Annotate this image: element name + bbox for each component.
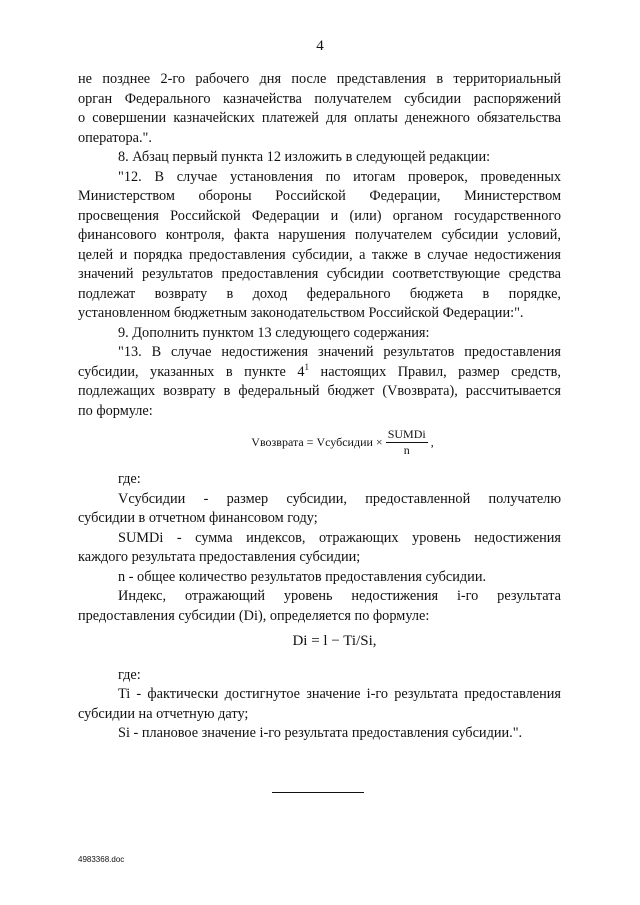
- formula-index: Di = l − Ti/Si,: [292, 633, 377, 649]
- item-13-line: [78, 363, 561, 383]
- intro-line: орган Федерального казначейства получателем субсидии распоряжений: [78, 90, 561, 107]
- where-label: где:: [118, 666, 141, 683]
- definition-line: каждого результата предоставления субсидии;: [78, 549, 361, 565]
- fraction-numerator: SUMDi: [387, 427, 426, 441]
- fraction-denominator: n: [403, 443, 410, 457]
- item-12-line: подлежат возврату в доход федерального бюджета в порядке,: [78, 285, 561, 302]
- item-9: 9. Дополнить пунктом 13 следующего содержания:: [118, 324, 430, 341]
- formula-tail: ,: [430, 434, 434, 449]
- item-13-line: подлежащих возврату в федеральный бюджет (Vвозврата), рассчитывается: [78, 383, 561, 399]
- item-8: 8. Абзац первый пункта 12 изложить в следующей редакции:: [118, 149, 491, 165]
- page-number: 4: [316, 38, 324, 54]
- end-divider: [272, 792, 364, 793]
- superscript: 1: [304, 361, 310, 372]
- item-13-text: субсидии, указанных в пункте 4: [78, 363, 305, 380]
- definition-line: субсидии в отчетном финансовом году;: [78, 510, 318, 526]
- item-12-line: Министерством обороны Российской Федерации, Министерством: [78, 188, 561, 204]
- document-body: [78, 70, 561, 744]
- formula-refund: [78, 427, 561, 458]
- intro-line: о совершении казначейских платежей для оплаты денежного обязательства: [78, 110, 561, 126]
- definition-line: Si - плановое значение i-го результата предоставления субсидии.".: [118, 725, 523, 741]
- item-12-line: просвещения Российской Федерации и (или) органом государственного: [78, 207, 561, 224]
- where-label: где:: [118, 471, 141, 487]
- item-12-line: целей и порядка предоставления субсидии, а также в случае недостижения: [78, 246, 561, 263]
- formula-fraction: [386, 427, 428, 458]
- item-13-text: настоящих Правил, размер средств,: [309, 363, 561, 380]
- index-line: предоставления субсидии (Di), определяется по формуле:: [78, 607, 430, 624]
- footer-doc-code: 4983368.doc: [78, 855, 125, 864]
- item-13-line: по формуле:: [78, 402, 153, 419]
- intro-line: не позднее 2-го рабочего дня после представления в территориальный: [78, 71, 561, 87]
- item-12-line: значений результатов предоставления субсидии соответствующие средства: [78, 266, 561, 282]
- definition-line: n - общее количество результатов предоставления субсидии.: [118, 568, 487, 585]
- index-line: Индекс, отражающий уровень недостижения i-го результата: [118, 588, 561, 604]
- definition-line: субсидии на отчетную дату;: [78, 705, 249, 722]
- item-12-line: финансового контроля, факта нарушения получателем субсидии условий,: [78, 227, 561, 243]
- item-12-line: установленном бюджетным законодательством Российской Федерации:".: [78, 305, 524, 321]
- definition-line: Vсубсидии - размер субсидии, предоставленной получателю: [118, 490, 561, 507]
- item-12-line: "12. В случае установления по итогам проверок, проведенных: [118, 168, 561, 185]
- definition-line: Ti - фактически достигнутое значение i-го результата предоставления: [118, 686, 561, 702]
- definition-line: SUMDi - сумма индексов, отражающих уровень недостижения: [118, 529, 561, 546]
- formula-lhs: Vвозврата = Vсубсидии ×: [251, 434, 383, 449]
- intro-line: оператора.".: [78, 129, 152, 146]
- item-13-line: "13. В случае недостижения значений результатов предоставления: [118, 344, 561, 360]
